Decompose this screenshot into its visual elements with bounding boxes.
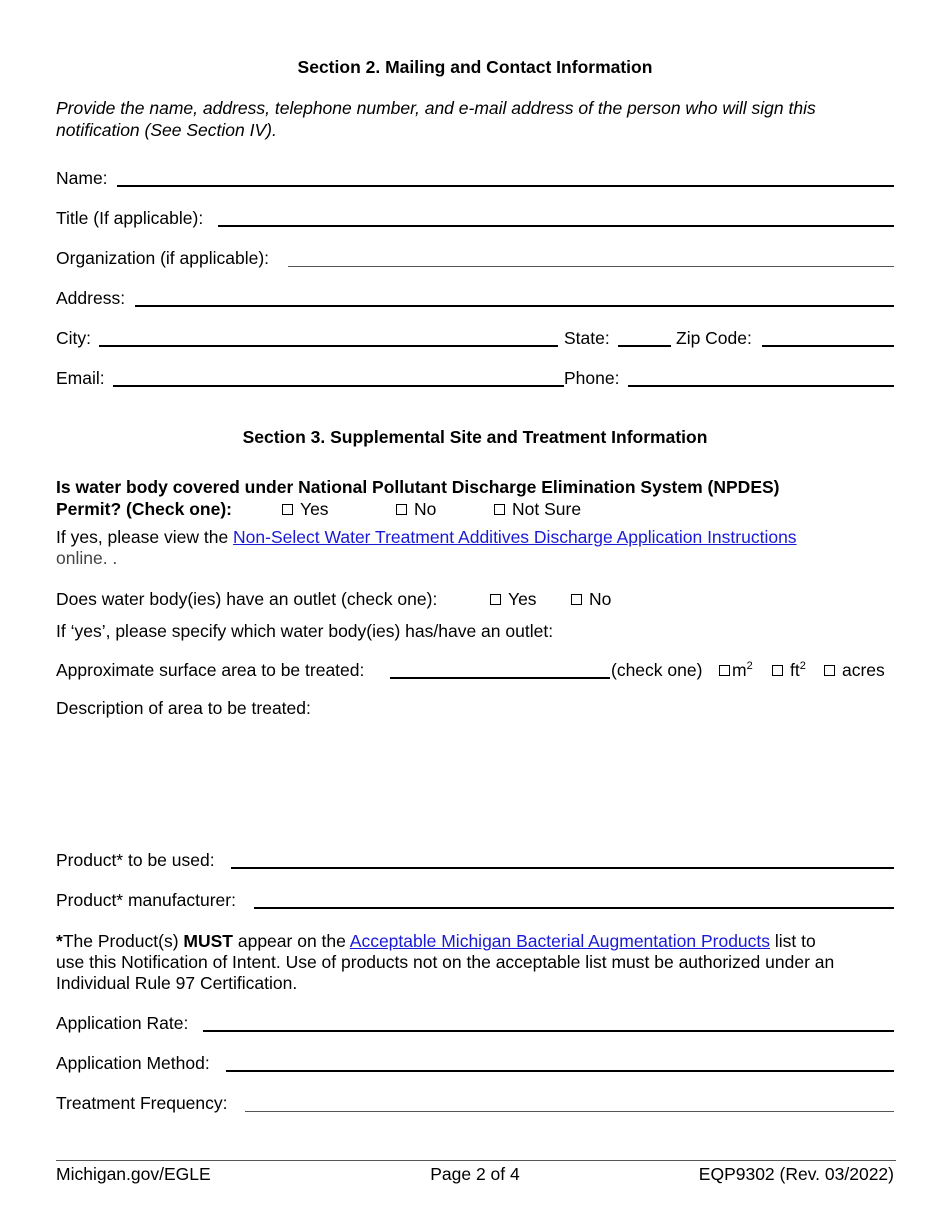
checkbox-icon [719, 665, 730, 676]
check-one-label: (check one) [611, 660, 703, 680]
npdes-instructions-link[interactable]: Non-Select Water Treatment Additives Discharge Application Instructions [233, 527, 797, 547]
unit-m2-checkbox[interactable]: $m^2$ [719, 660, 753, 681]
section2-intro: Provide the name, address, telephone number, and e-mail address of the person who will sign this notification (See Section IV). [56, 98, 816, 140]
outlet-yes-checkbox[interactable]: Yes [490, 589, 537, 610]
surface-area-field[interactable] [390, 677, 610, 679]
outlet-no-checkbox[interactable]: No [571, 589, 611, 610]
address-field[interactable] [135, 305, 894, 307]
title-label: Title (If applicable): [56, 208, 204, 228]
name-field[interactable] [117, 185, 894, 187]
name-label: Name: [56, 168, 108, 188]
city-label: City: [56, 328, 91, 348]
organization-label: Organization (if applicable): [56, 248, 270, 268]
checkbox-icon [571, 594, 582, 605]
email-field[interactable] [113, 385, 564, 387]
app-method-label: Application Method: [56, 1053, 210, 1073]
npdes-no-checkbox[interactable]: No [396, 499, 436, 520]
footer-page-number: Page 2 of 4 [430, 1164, 520, 1184]
outlet-question: Does water body(ies) have an outlet (check one): [56, 589, 438, 609]
app-rate-field[interactable] [203, 1030, 894, 1032]
phone-label: Phone: [564, 368, 620, 388]
zip-field[interactable] [762, 345, 894, 347]
footer-form-id: EQP9302 (Rev. 03/2022) [698, 1164, 894, 1184]
outlet-specify: If ‘yes’, please specify which water body(ies) has/have an outlet: [56, 621, 554, 641]
unit-acres-checkbox[interactable]: acres [824, 660, 885, 681]
if-yes-line: If yes, please view the Non-Select Water Treatment Additives Discharge Application Instructions [56, 527, 797, 547]
section3-heading: Section 3. Supplemental Site and Treatment Information [242, 427, 708, 447]
organization-field[interactable] [288, 266, 894, 267]
description-area[interactable] [56, 722, 894, 842]
note-line3: Individual Rule 97 Certification. [56, 973, 298, 993]
app-method-field[interactable] [226, 1070, 894, 1072]
app-rate-label: Application Rate: [56, 1013, 189, 1033]
phone-field[interactable] [628, 385, 894, 387]
if-yes-suffix: online. . [56, 548, 118, 568]
surface-area-label: Approximate surface area to be treated: [56, 660, 365, 680]
title-field[interactable] [218, 225, 894, 227]
city-field[interactable] [99, 345, 558, 347]
checkbox-icon [772, 665, 783, 676]
npdes-yes-checkbox[interactable]: Yes [282, 499, 329, 520]
note-line2: use this Notification of Intent. Use of products not on the acceptable list must be authorized under an [56, 952, 835, 972]
product-field[interactable] [231, 867, 894, 869]
footer-left: Michigan.gov/EGLE [56, 1164, 211, 1184]
checkbox-icon [824, 665, 835, 676]
checkbox-icon [396, 504, 407, 515]
footer-divider [56, 1160, 896, 1161]
frequency-field[interactable] [245, 1111, 894, 1112]
section2-heading: Section 2. Mailing and Contact Information [297, 57, 653, 77]
npdes-not-sure-checkbox[interactable]: Not Sure [494, 499, 581, 520]
acceptable-products-link[interactable]: Acceptable Michigan Bacterial Augmentation Products [349, 931, 771, 951]
checkbox-icon [282, 504, 293, 515]
address-label: Address: [56, 288, 126, 308]
state-field[interactable] [618, 345, 671, 347]
manufacturer-field[interactable] [254, 907, 894, 909]
frequency-label: Treatment Frequency: [56, 1093, 228, 1113]
note-line1: *The Product(s) MUST appear on the Acceptable Michigan Bacterial Augmentation Products list to [56, 931, 816, 951]
product-label: Product* to be used: [56, 850, 215, 870]
unit-ft2-checkbox[interactable]: $ft^2$ [772, 660, 806, 681]
state-label: State: [564, 328, 610, 348]
zip-label: Zip Code: [676, 328, 752, 348]
npdes-question-line1: Is water body covered under National Pollutant Discharge Elimination System (NPDES) [56, 477, 780, 497]
description-label: Description of area to be treated: [56, 698, 311, 718]
checkbox-icon [490, 594, 501, 605]
checkbox-icon [494, 504, 505, 515]
email-label: Email: [56, 368, 105, 388]
npdes-question-line2: Permit? (Check one): [56, 499, 232, 519]
manufacturer-label: Product* manufacturer: [56, 890, 236, 910]
